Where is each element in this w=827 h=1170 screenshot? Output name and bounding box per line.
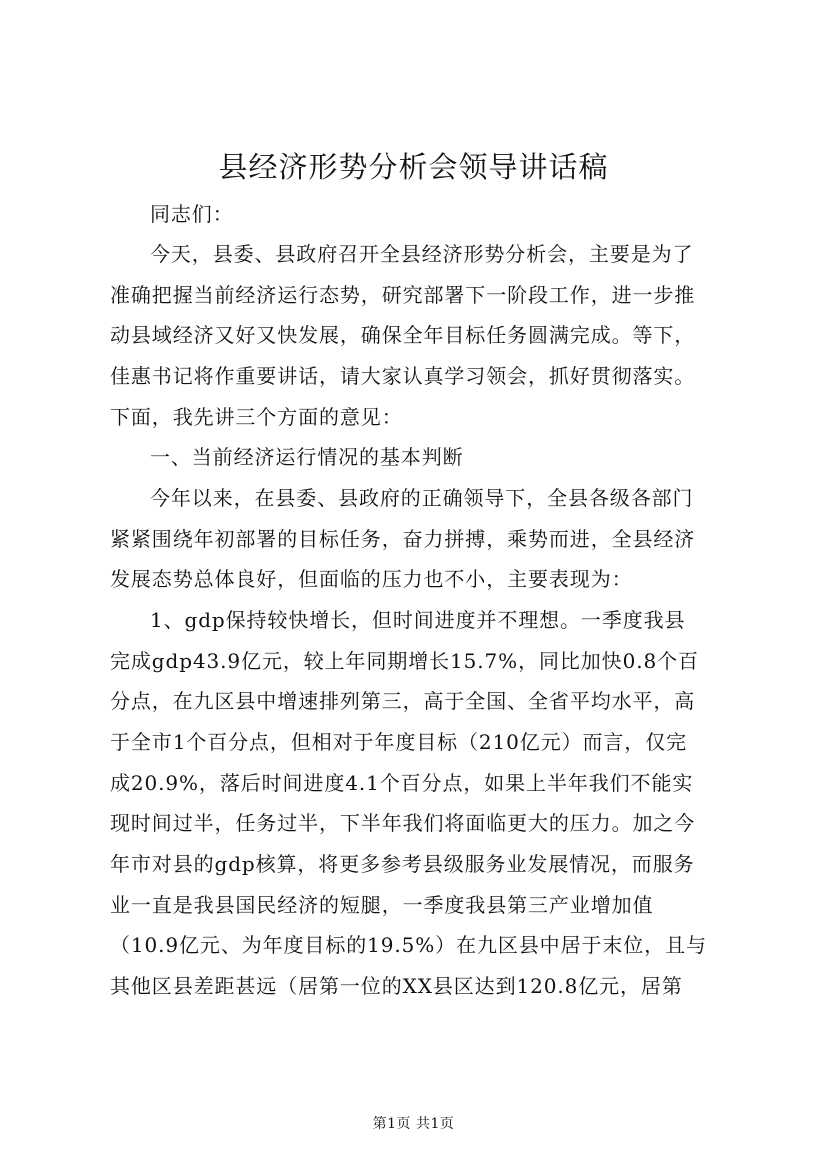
paragraph-line: 今年以来，在县委、县政府的正确领导下，全县各级各部门 [150,486,694,510]
paragraph-line: 今天，县委、县政府召开全县经济形势分析会，主要是为了 [150,242,694,266]
paragraph-line: 完成gdp43.9亿元，较上年同期增长15.7%，同比加快0.8个百 [110,649,699,673]
paragraph-line: 同志们： [150,202,234,226]
section-heading: 一、当前经济运行情况的基本判断 [150,445,464,469]
page-footer: 第1页 共1页 [372,1116,455,1132]
paragraph-line: 紧紧围绕年初部署的目标任务，奋力拼搏，乘势而进，全县经济 [110,527,696,551]
paragraph-line: 其他区县差距甚远（居第一位的XX县区达到120.8亿元，居第 [110,974,683,998]
paragraph-line: 发展态势总体良好，但面临的压力也不小，主要表现为： [110,567,633,591]
document-title: 县经济形势分析会领导讲话稿 [218,150,609,184]
paragraph-line: 下面，我先讲三个方面的意见： [110,405,403,429]
paragraph-line: 成20.9%，落后时间进度4.1个百分点，如果上半年我们不能实 [110,771,694,795]
paragraph-line: 佳惠书记将作重要讲话，请大家认真学习领会，抓好贯彻落实。 [110,364,696,388]
paragraph-line: 准确把握当前经济运行态势，研究部署下一阶段工作，进一步推 [110,283,696,307]
paragraph-line: 于全市1个百分点，但相对于年度目标（210亿元）而言，仅完 [110,730,687,754]
paragraph-line: 年市对县的gdp核算，将更多参考县级服务业发展情况，而服务 [110,852,695,876]
paragraph-line: 现时间过半，任务过半，下半年我们将面临更大的压力。加之今 [110,811,696,835]
paragraph-line: （10.9亿元、为年度目标的19.5%）在九区县中居于末位，且与 [110,933,707,957]
paragraph-line: 分点，在九区县中增速排列第三，高于全国、全省平均水平，高 [110,689,696,713]
paragraph-line: 动县域经济又好又快发展，确保全年目标任务圆满完成。等下， [110,323,696,347]
paragraph-line: 1、gdp保持较快增长，但时间进度并不理想。一季度我县 [150,608,686,632]
paragraph-line: 业一直是我县国民经济的短腿，一季度我县第三产业增加值 [110,893,654,917]
